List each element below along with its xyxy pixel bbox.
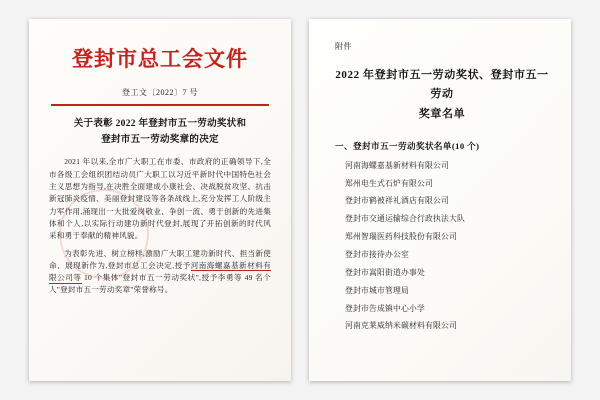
document-paragraph-1: 2021 年以来,全市广大职工在市委、市政府的正确领导下,全市各级工会组织团结动员广大职工以习近平新时代中国特色社会主义思想为指导,在决胜全面建成小康社会、决战脱贫攻坚、抗击新冠肺炎疫情、美丽登封建设等各条战线上,充分发挥工人阶级主力军作用,涌现出一大批爱岗敬业、争创一流、勇于创新的先进集体和个人,以实际行动建功新时代登封,展现了开拓创新的时代风采和勇于奉献的精神风貌。 [49,157,271,241]
list-item: 登封市嵩阳街道办事处 [345,267,425,277]
list-item [345,161,549,170]
list-item: 河南克莱威纳米碳材料有限公司 [345,321,457,331]
document-page-left [29,19,291,381]
list-item: 登封市告成镇中心小学 [345,303,425,313]
document-heading-line-2: 登封市五一劳动奖章的决定 [101,135,219,146]
list-item: 登封市接待办公室 [345,249,409,259]
list-item: 郑州智瑞医药科技股份有限公司 [345,232,457,242]
document-masthead: 登封市总工会文件 [72,47,248,71]
list-item: 登封市交通运输综合行政执法大队 [345,214,465,224]
list-item: 登封市鹤被祥礼酒店有限公司 [345,196,449,206]
section-heading: 一、登封市五一劳动奖状名单(10 个) [335,140,480,151]
attachment-label: 附件 [335,42,352,51]
award-winner-list [335,161,549,331]
red-divider-rule [51,104,269,106]
document-number: 登工文〔2022〕7 号 [122,88,198,98]
attachment-title [335,66,549,124]
underlined-company-phrase: 河南海螺嘉基新材料有限公司等 [49,260,271,283]
list-item-label: 河南海螺嘉基新材料有限公司 [345,160,449,170]
attachment-title-line-1: 2022 年登封市五一劳动奖状、登封市五一劳动 [335,69,549,101]
document-body [49,156,271,296]
document-heading-line-1: 关于表彰 2022 年登封市五一劳动奖状和 [73,119,247,130]
list-item: 登封市城市管理局 [345,285,409,295]
attachment-title-line-2: 奖章名单 [418,107,466,120]
document-paragraph-2: 为表彰先进、树立榜样,激励广大职工建功新时代、担当新使命、展现新作为,登封市总工会决定,授予河南海螺嘉基新材料有限公司等 10 个集体"登封市五一劳动奖状",授予李勇等 49 名个人"登封市五一劳动奖章"荣誉称号。 [49,248,271,295]
document-page-right [309,19,571,381]
document-heading [49,116,271,148]
list-item: 郑州电生式石炉有限公司 [345,178,433,188]
